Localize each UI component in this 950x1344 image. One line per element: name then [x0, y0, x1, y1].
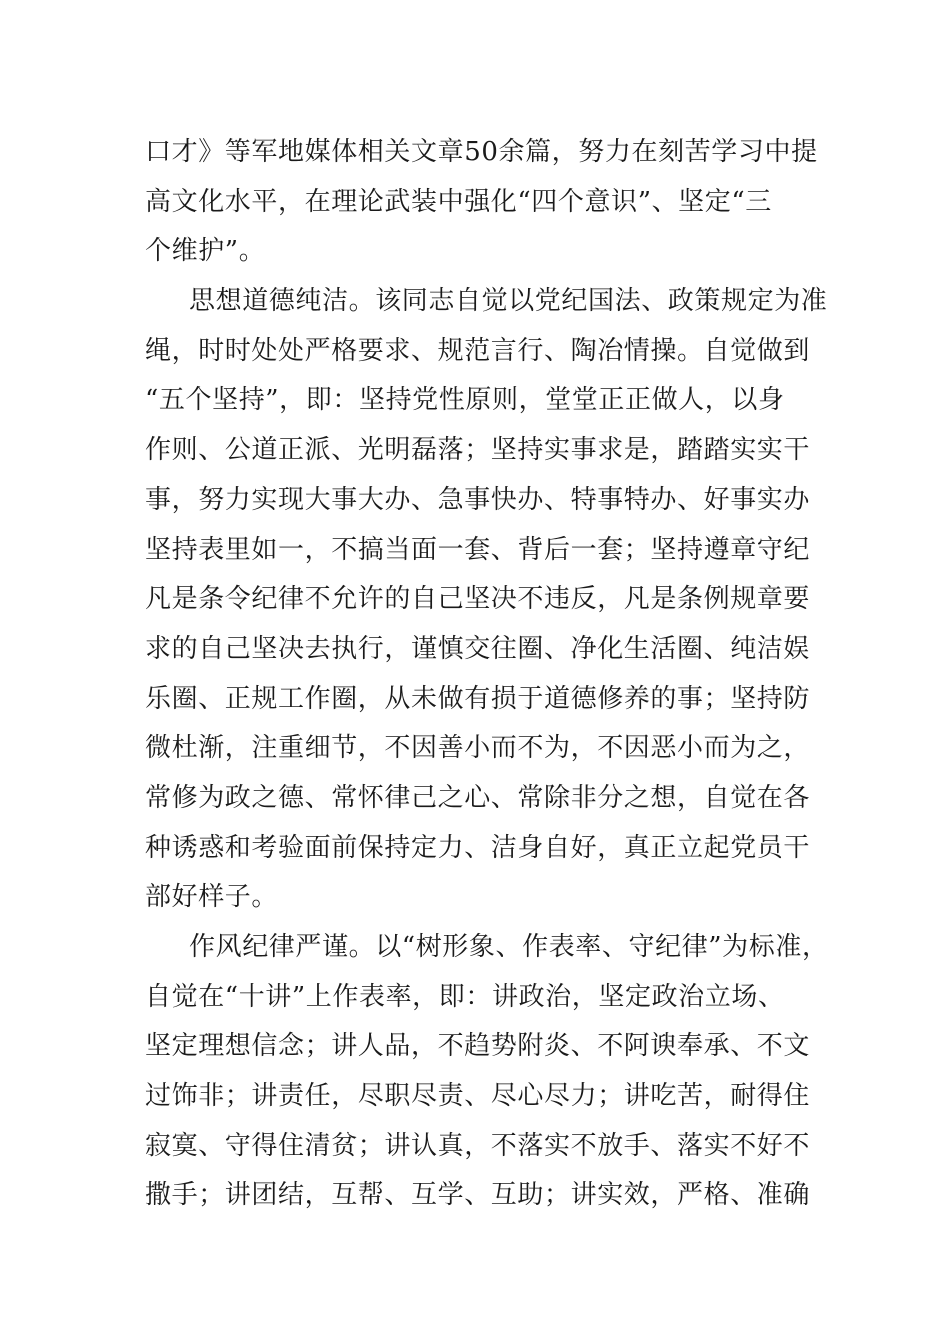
- text-line: 寂寞、守得住清贫；讲认真，不落实不放手、落实不好不: [145, 1130, 811, 1161]
- text-line: 微杜渐，注重细节，不因善小而不为，不因恶小而为之，: [145, 733, 811, 764]
- text-line: 凡是条令纪律不允许的自己坚决不违反，凡是条例规章要: [145, 584, 811, 615]
- text-line: 作则、公道正派、光明磊落；坚持实事求是，踏踏实实干: [145, 435, 811, 466]
- text-line: 乐圈、正规工作圈，从未做有损于道德修养的事；坚持防: [145, 683, 811, 714]
- text-line: 个维护”。: [145, 236, 266, 267]
- text-line: 坚定理想信念；讲人品，不趋势附炎、不阿谀奉承、不文: [145, 1031, 811, 1062]
- paragraph-start-line: 作风纪律严谨。以“树形象、作表率、守纪律”为标准，: [189, 932, 829, 962]
- text-line: 口才》等军地媒体相关文章50余篇，努力在刻苦学习中提: [145, 137, 818, 167]
- text-line: 种诱惑和考验面前保持定力、洁身自好，真正立起党员干: [145, 832, 811, 863]
- text-line: “五个坚持”，即：坚持党性原则，堂堂正正做人，以身: [145, 385, 785, 416]
- text-line: 求的自己坚决去执行，谨慎交往圈、净化生活圈、纯洁娱: [145, 633, 811, 664]
- text-line: 常修为政之德、常怀律己之心、常除非分之想，自觉在各: [145, 782, 811, 813]
- paragraph-start-line: 思想道德纯洁。该同志自觉以党纪国法、政策规定为准: [189, 286, 828, 317]
- text-line: 事，努力实现大事大办、急事快办、特事特办、好事实办: [145, 484, 811, 515]
- text-line: 撒手；讲团结，互帮、互学、互助；讲实效，严格、准确: [145, 1180, 811, 1211]
- document-body: [145, 128, 829, 1221]
- text-line: 高文化水平，在理论武装中强化“四个意识”、坚定“三: [145, 186, 772, 217]
- text-line: 坚持表里如一，不搞当面一套、背后一套；坚持遵章守纪: [145, 534, 811, 565]
- text-line: 过饰非；讲责任，尽职尽责、尽心尽力；讲吃苦，耐得住: [145, 1081, 811, 1112]
- text-line: 绳，时时处处严格要求、规范言行、陶冶情操。自觉做到: [145, 335, 811, 366]
- text-line: 自觉在“十讲”上作表率，即：讲政治，坚定政治立场、: [145, 981, 785, 1012]
- text-line: 部好样子。: [145, 882, 279, 913]
